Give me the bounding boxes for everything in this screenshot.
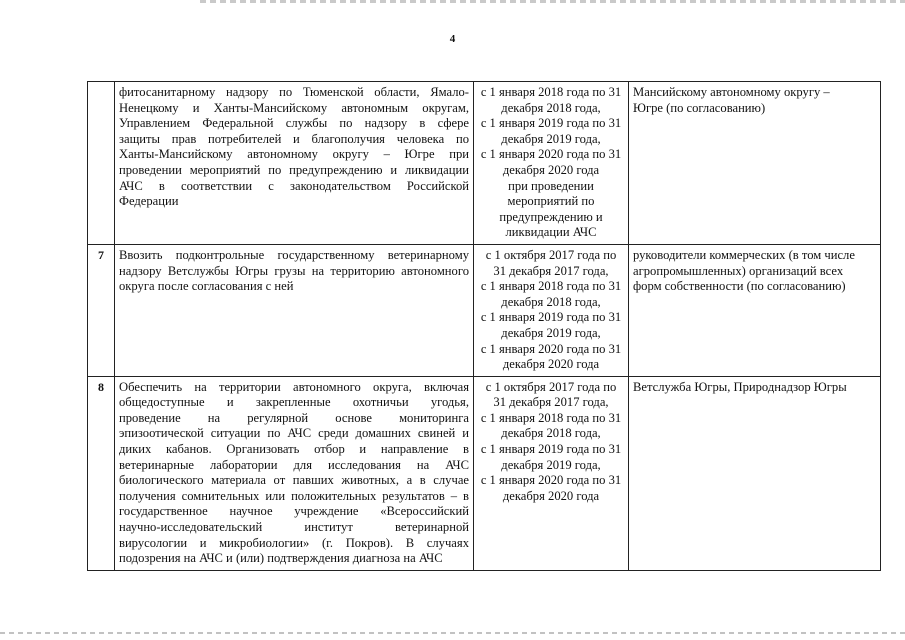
text-line: с 1 января 2018 года по 31: [480, 85, 622, 99]
text-line: с 1 января 2019 года по 31: [480, 442, 622, 457]
text-line: округа после согласования с ней: [119, 279, 294, 294]
text-line: Обеспечить на территории автономного округа, включая: [119, 379, 469, 394]
text-line: научно-исследовательский институт ветеринарной: [119, 520, 469, 535]
text-line: с 1 января 2020 года по 31: [480, 341, 622, 356]
text-line: с 1 января 2020 года по 31: [480, 147, 622, 162]
term-cell: [474, 82, 629, 245]
text-line: с 1 октября 2017 года по: [485, 247, 617, 262]
text-line: декабря 2020 года: [502, 357, 600, 372]
text-line: декабря 2018 года,: [501, 426, 601, 441]
text-line: 31 декабря 2017 года,: [493, 263, 609, 278]
text-line: проведение на регулярной основе мониторинга: [119, 410, 469, 425]
text-line: Федерации: [119, 194, 179, 209]
action-cell: [115, 244, 474, 376]
text-line: декабря 2019 года,: [501, 457, 601, 472]
text-line: декабря 2020 года: [502, 488, 600, 503]
table-row: [88, 376, 881, 570]
text-line: защиты прав потребителей и благополучия человека по: [119, 131, 469, 146]
text-line: декабря 2019 года,: [501, 131, 601, 146]
table-row: [88, 82, 881, 245]
text-line: 31 декабря 2017 года,: [493, 395, 609, 410]
text-line: Ввозить подконтрольные государственному ветеринарному: [119, 247, 469, 262]
text-line: подозрения на АЧС и (или) подтверждения диагноза на АЧС: [119, 551, 443, 566]
action-cell: [115, 82, 474, 245]
text-line: форм собственности (по согласованию): [633, 279, 846, 294]
text-line: Мансийскому автономному округу –: [633, 85, 830, 99]
text-line: Управлением Федеральной службы по надзору в сфере: [119, 116, 469, 131]
text-line: получения сомнительных или положительных результатов – в: [119, 488, 469, 503]
text-line: диких кабанов. Организовать отбор и направление в: [119, 442, 469, 457]
text-line: при проведении: [508, 178, 594, 193]
row-number: 7: [88, 244, 115, 376]
text-line: общедоступные и закрепленные охотничьи угодья,: [119, 395, 469, 410]
action-cell: [115, 376, 474, 570]
responsible-cell: [629, 376, 881, 570]
text-line: с 1 января 2018 года по 31: [480, 279, 622, 294]
scan-edge-bottom: [0, 632, 905, 634]
scan-edge-top: [200, 0, 905, 3]
responsible-cell: [629, 82, 881, 245]
text-line: АЧС в соответствии с законодательством Российской: [119, 178, 469, 193]
text-line: декабря 2018 года,: [501, 100, 601, 115]
page-number: 4: [449, 33, 456, 45]
text-line: фитосанитарному надзору по Тюменской области, Ямало-: [119, 85, 469, 99]
text-line: руководители коммерческих (в том числе: [633, 247, 855, 262]
term-cell: [474, 244, 629, 376]
text-line: Ненецкому и Ханты-Мансийскому автономным округам,: [119, 100, 469, 115]
text-line: предупреждению и: [499, 209, 603, 224]
text-line: ликвидации АЧС: [505, 225, 597, 240]
text-line: эпизоотической ситуации по АЧС среди домашних свиней и: [119, 426, 469, 441]
text-line: декабря 2020 года: [502, 162, 600, 177]
text-line: биологического материала от павших животных, а в случае: [119, 473, 469, 488]
text-line: государственное научное учреждение «Всероссийский: [119, 504, 469, 519]
text-line: вирусологии и микробиологии» (г. Покров). В случаях: [119, 535, 469, 550]
row-number: 8: [88, 376, 115, 570]
text-line: мероприятий по: [507, 194, 595, 209]
text-line: ветеринарные лаборатории для исследования на АЧС: [119, 457, 469, 472]
text-line: проведении мероприятий по предупреждению и ликвидации: [119, 162, 469, 177]
text-line: Югре (по согласованию): [633, 100, 766, 115]
text-line: декабря 2019 года,: [501, 325, 601, 340]
table-row: [88, 244, 881, 376]
text-line: с 1 января 2019 года по 31: [480, 116, 622, 131]
text-line: декабря 2018 года,: [501, 294, 601, 309]
text-line: надзору Ветслужбы Югры грузы на территорию автономного: [119, 263, 469, 278]
text-line: с 1 января 2019 года по 31: [480, 310, 622, 325]
measures-table: [87, 81, 881, 571]
row-number: [88, 82, 115, 245]
text-line: с 1 января 2018 года по 31: [480, 410, 622, 425]
text-line: с 1 января 2020 года по 31: [480, 473, 622, 488]
text-line: агропромышленных) организаций всех: [633, 263, 844, 278]
text-line: Ветслужба Югры, Природнадзор Югры: [633, 379, 847, 394]
term-cell: [474, 376, 629, 570]
text-line: с 1 октября 2017 года по: [485, 379, 617, 394]
responsible-cell: [629, 244, 881, 376]
text-line: Ханты-Мансийскому автономному округу – Югре при: [119, 147, 469, 162]
